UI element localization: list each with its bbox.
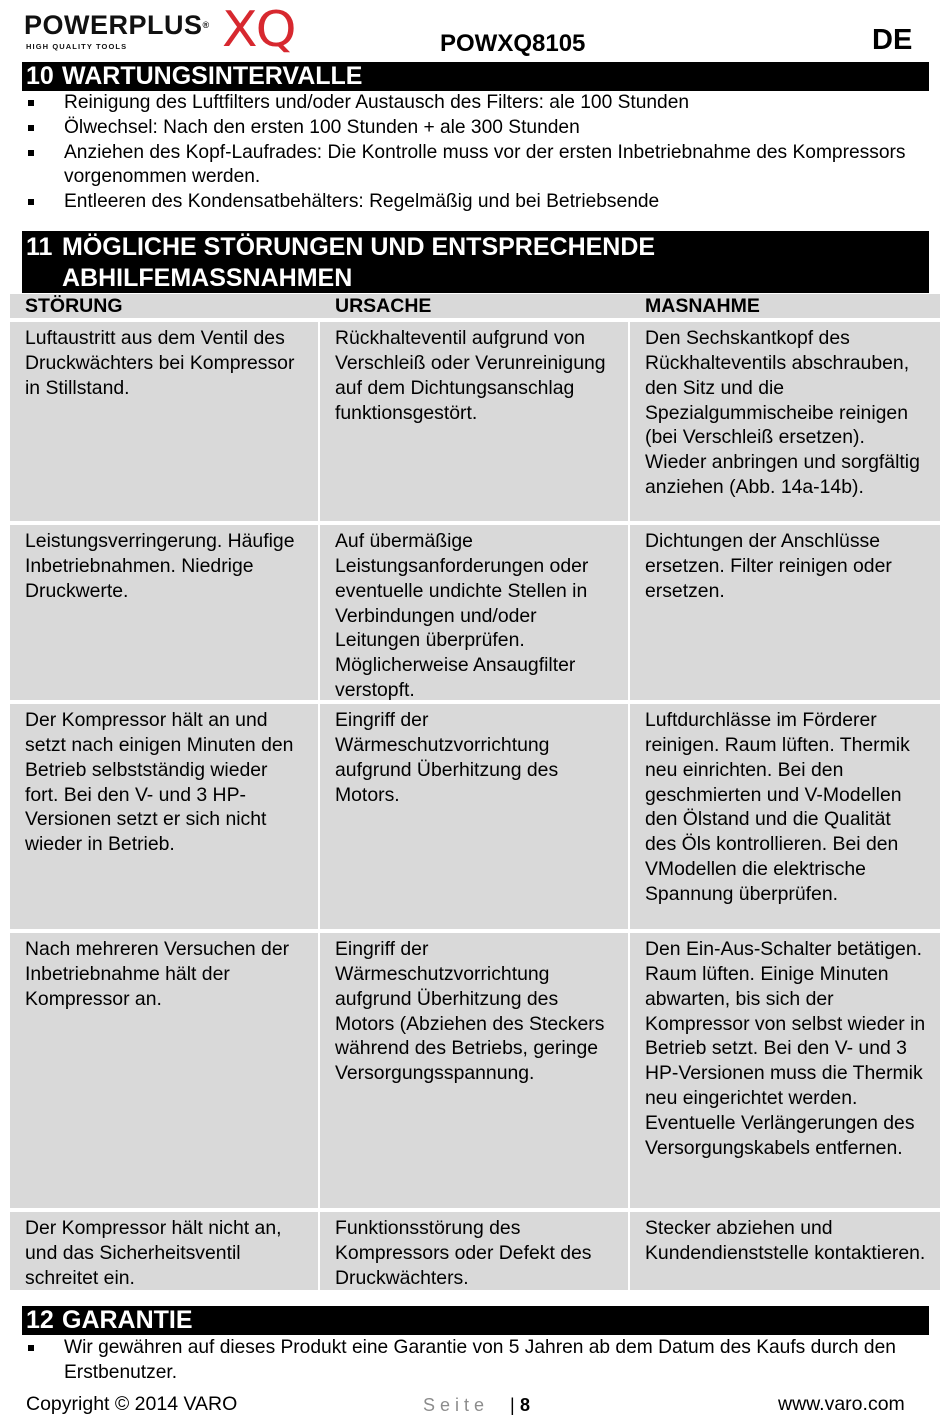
section-11-title-line1: MÖGLICHE STÖRUNGEN UND ENTSPRECHENDE: [62, 233, 656, 261]
list-item: Wir gewähren auf dieses Produkt eine Garantie von 5 Jahren ab dem Datum des Kaufs durch den Erstbenutzer.: [26, 1336, 926, 1386]
brand-tagline: HIGH QUALITY TOOLS: [26, 42, 128, 51]
section-10-number: 10: [26, 62, 54, 90]
brand-name-text: POWERPLUS: [24, 10, 203, 40]
model-number: POWXQ8105: [440, 30, 586, 57]
column-header-massnahme: MASNAHME: [645, 295, 760, 317]
table-cell-ursache: Eingriff der Wärmeschutzvorrichtung aufgrund Überhitzung des Motors.: [320, 704, 628, 929]
section-11-heading: [22, 231, 929, 293]
table-cell-ursache: Rückhalteventil aufgrund von Verschleiß oder Verunreinigung auf dem Dichtungsanschlag funktionsgestört.: [320, 322, 628, 521]
section-12-heading: [22, 1306, 929, 1335]
table-cell-ursache: Auf übermäßige Leistungsanforderungen oder eventuelle undichte Stellen in Verbindungen und/oder Leitungen überprüfen. Möglicherweise Ansaugfilter verstopft.: [320, 525, 628, 700]
brand-name: [24, 12, 210, 39]
column-header-stoerung: STÖRUNG: [25, 295, 123, 317]
list-item: Entleeren des Kondensatbehälters: Regelmäßig und bei Betriebsende: [26, 190, 926, 215]
table-cell-ursache: Funktionsstörung des Kompressors oder Defekt des Druckwächters.: [320, 1212, 628, 1290]
table-cell-massnahme: Den Ein-Aus-Schalter betätigen. Raum lüften. Einige Minuten abwarten, bis sich der Kompressor von selbst wieder in Betrieb setzt. Bei den V- und 3 HP-Versionen muss die Thermik neu eingerichtet werden. Eventuelle Verlängerungen des Versorgungskabels entfernen.: [630, 933, 940, 1208]
section-10-title: WARTUNGSINTERVALLE: [62, 62, 363, 90]
list-item: Ölwechsel: Nach den ersten 100 Stunden + ale 300 Stunden: [26, 116, 926, 141]
section-12-number: 12: [26, 1306, 54, 1334]
language-code: DE: [872, 24, 913, 56]
page-separator: |: [510, 1395, 515, 1415]
table-cell-massnahme: Stecker abziehen und Kundendienststelle kontaktieren.: [630, 1212, 940, 1290]
table-header: [10, 294, 940, 318]
maintenance-list: [26, 91, 926, 215]
column-header-ursache: URSACHE: [335, 295, 432, 317]
copyright: Copyright © 2014 VARO: [26, 1393, 238, 1415]
table-cell-stoerung: Der Kompressor hält an und setzt nach einigen Minuten den Betrieb selbstständig wieder fort. Bei den V- und 3 HP-Versionen setzt er sich nicht wieder in Betrieb.: [10, 704, 318, 929]
brand-registered-mark: ®: [202, 20, 210, 30]
table-cell-massnahme: Dichtungen der Anschlüsse ersetzen. Filter reinigen oder ersetzen.: [630, 525, 940, 700]
table-cell-stoerung: Der Kompressor hält nicht an, und das Sicherheitsventil schreitet ein.: [10, 1212, 318, 1290]
section-12-title: GARANTIE: [62, 1306, 193, 1334]
table-cell-stoerung: Luftaustritt aus dem Ventil des Druckwächters bei Kompressor in Stillstand.: [10, 322, 318, 521]
page-label: S e i t e: [423, 1395, 485, 1415]
brand-series: XQ: [222, 1, 295, 59]
website-link[interactable]: www.varo.com: [778, 1393, 905, 1415]
table-cell-ursache: Eingriff der Wärmeschutzvorrichtung aufgrund Überhitzung des Motors (Abziehen des Steckers während des Betriebs, geringe Versorgungsspannung.: [320, 933, 628, 1208]
warranty-list: [26, 1336, 926, 1386]
brand-logo: [24, 1, 324, 59]
table-cell-massnahme: Den Sechskantkopf des Rückhalteventils abschrauben, den Sitz und die Spezialgummischeibe reinigen (bei Verschleiß ersetzen). Wieder anbringen und sorgfältig anziehen (Abb. 14a-14b).: [630, 322, 940, 521]
list-item: Anziehen des Kopf-Laufrades: Die Kontrolle muss vor der ersten Inbetriebnahme des Kompressors vorgenommen werden.: [26, 141, 926, 191]
section-11-number: 11: [26, 233, 53, 261]
table-cell-massnahme: Luftdurchlässe im Förderer reinigen. Raum lüften. Thermik neu einrichten. Bei den geschmierten und V-Modellen den Ölstand und die Qualität des Öls kontrollieren. Bei den VModellen die elektrische Spannung überprüfen.: [630, 704, 940, 929]
section-10-heading: [22, 62, 929, 91]
section-11-title-line2: ABHILFEMASSNAHMEN: [62, 263, 353, 292]
table-cell-stoerung: Leistungsverringerung. Häufige Inbetriebnahmen. Niedrige Druckwerte.: [10, 525, 318, 700]
list-item: Reinigung des Luftfilters und/oder Austausch des Filters: ale 100 Stunden: [26, 91, 926, 116]
table-cell-stoerung: Nach mehreren Versuchen der Inbetriebnahme hält der Kompressor an.: [10, 933, 318, 1208]
page-number: 8: [520, 1395, 531, 1415]
